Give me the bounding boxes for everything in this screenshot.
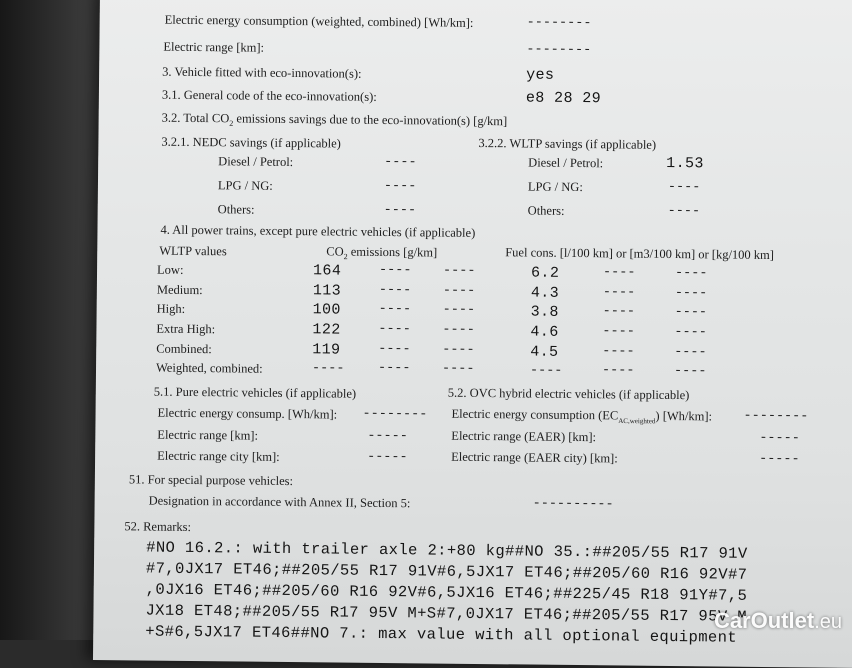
pt-row-dash: ----	[378, 321, 411, 338]
pt-row-co2: 113	[312, 282, 342, 300]
powertrain-heading: 4. All power trains, except pure electric vehicles (if applicable)	[160, 222, 476, 240]
ovc-consump-value: --------	[743, 408, 809, 425]
pt-row-fuel: 6.2	[530, 264, 560, 282]
ec-label: Electric energy consumption (weighted, combined) [Wh/km]:	[164, 12, 474, 30]
lpg-nedc-label: LPG / NG:	[217, 178, 273, 193]
range-city-value: -----	[367, 449, 408, 466]
diesel-wltp-label: Diesel / Petrol:	[528, 155, 604, 171]
ovc-hybrid-heading: 5.2. OVC hybrid electric vehicles (if applicable)	[447, 385, 690, 403]
lpg-wltp-value: ----	[667, 179, 701, 196]
others-nedc-value: ----	[383, 202, 417, 219]
pt-row-dash: ----	[442, 342, 475, 358]
pt-row-label: Weighted, combined:	[155, 360, 263, 376]
special-heading: 51. For special purpose vehicles:	[128, 472, 294, 489]
caroutlet-watermark: CarOutlet.eu	[713, 608, 842, 633]
pt-row-dash: ----	[673, 364, 707, 380]
pt-row-co2: ----	[311, 361, 345, 377]
pt-row-dash: ----	[442, 283, 476, 299]
diesel-nedc-value: ----	[384, 154, 417, 171]
coc-document	[93, 0, 852, 668]
consump-value: --------	[362, 406, 428, 423]
pt-row-fuel: 3.8	[530, 303, 559, 321]
nedc-label: 3.2.1. NEDC savings (if applicable)	[161, 134, 341, 151]
remarks-line: ,0JX16 ET46;##205/60 R16 92V#6,5JX16 ET46;##225/45 R18 91Y#7,5	[145, 580, 748, 605]
pt-row-dash: ----	[674, 266, 708, 282]
pt-row-dash: ----	[441, 361, 475, 377]
pt-row-dash: ----	[378, 282, 412, 299]
ec-value: --------	[526, 15, 592, 32]
pt-row-dash: ----	[379, 262, 412, 279]
eaer-value: -----	[759, 430, 800, 447]
range-value: -----	[367, 428, 408, 445]
pure-electric-heading: 5.1. Pure electric vehicles (if applicable)	[153, 384, 357, 401]
col-fuel-cons: Fuel cons. [l/100 km] or [m3/100 km] or [kg/100 km]	[505, 245, 775, 263]
er-value: --------	[526, 42, 592, 59]
pt-row-fuel: 4.6	[530, 323, 559, 341]
pt-row-dash: ----	[442, 322, 475, 338]
remarks-line: JX18 ET48;##205/55 R17 95V M+S#7,0JX17 ET46;##205/55 R17 95V M	[145, 601, 748, 626]
designation-label: Designation in accordance with Annex II, Section 5:	[148, 493, 411, 511]
pt-row-co2: 164	[312, 262, 342, 280]
pt-row-dash: ----	[602, 344, 635, 360]
pt-row-fuel: 4.5	[530, 343, 559, 361]
code-value: e8 28 29	[525, 89, 602, 108]
others-wltp-value: ----	[667, 203, 701, 220]
pt-row-dash: ----	[601, 363, 635, 379]
diesel-wltp-value: 1.53	[666, 154, 704, 173]
remarks-line: #NO 16.2.: with trailer axle 2:+80 kg##NO 35.:##205/55 R17 91V	[146, 538, 748, 563]
diesel-nedc-label: Diesel / Petrol:	[218, 154, 294, 170]
lpg-wltp-label: LPG / NG:	[527, 179, 583, 195]
consump-label: Electric energy consump. [Wh/km]:	[157, 405, 338, 422]
eco-value: yes	[526, 66, 555, 84]
pt-row-dash: ----	[674, 345, 707, 361]
pt-row-dash: ----	[442, 263, 476, 279]
pt-row-dash: ----	[602, 285, 636, 301]
pt-row-co2: 100	[312, 301, 341, 319]
eaer-city-label: Electric range (EAER city) [km]:	[451, 449, 618, 466]
pt-row-label: High:	[156, 301, 186, 316]
pt-row-label: Extra High:	[156, 321, 216, 337]
range-label: Electric range [km]:	[157, 427, 259, 443]
pt-row-dash: ----	[602, 265, 636, 281]
pt-row-dash: ----	[377, 360, 411, 377]
pt-row-dash: ----	[674, 286, 708, 302]
eco-label: 3. Vehicle fitted with eco-innovation(s):	[162, 64, 362, 81]
remarks-line: #7,0JX17 ET46;##205/55 R17 91V#6,5JX17 ET46;##205/60 R16 92V#7	[145, 559, 748, 584]
col-co2-emissions: $CO_2$ emissions [g/km]	[326, 244, 438, 262]
others-wltp-label: Others:	[527, 203, 565, 218]
others-nedc-label: Others:	[217, 202, 255, 217]
lpg-nedc-value: ----	[383, 178, 417, 195]
pt-row-label: Medium:	[156, 282, 203, 298]
range-city-label: Electric range city [km]:	[157, 448, 280, 464]
pt-row-label: Combined:	[156, 341, 212, 357]
ovc-consump-label: Electric energy consumption $(EC_{AC,weighted})$ [Wh/km]:	[451, 406, 713, 426]
remarks-line: +S#6,5JX17 ET46##NO 7.: max value with all optional equipment	[145, 622, 738, 647]
wltp-label: 3.2.2. WLTP savings (if applicable)	[478, 135, 657, 152]
pt-row-label: Low:	[157, 262, 184, 277]
col-wltp-values: WLTP values	[159, 243, 227, 259]
pt-row-co2: 119	[312, 341, 341, 359]
eaer-label: Electric range (EAER) [km]:	[451, 428, 597, 445]
pt-row-dash: ----	[674, 325, 707, 341]
co2-savings-label: 3.2. Total $CO_2$ emissions savings due to the eco-innovation(s) [g/km]	[161, 110, 508, 129]
pt-row-co2: 122	[312, 321, 341, 339]
pt-row-fuel: ----	[529, 363, 563, 379]
pt-row-dash: ----	[602, 304, 636, 320]
pt-row-dash: ----	[378, 341, 411, 358]
pt-row-dash: ----	[602, 324, 635, 340]
pt-row-dash: ----	[378, 301, 412, 318]
pt-row-dash: ----	[442, 302, 476, 318]
er-label: Electric range [km]:	[163, 39, 265, 55]
remarks-heading: 52. Remarks:	[124, 519, 192, 534]
designation-value: ----------	[532, 496, 614, 513]
pt-row-fuel: 4.3	[530, 284, 560, 302]
code-label: 3.1. General code of the eco-innovation(s):	[161, 87, 377, 104]
eaer-city-value: -----	[759, 451, 800, 468]
pt-row-dash: ----	[674, 305, 708, 321]
